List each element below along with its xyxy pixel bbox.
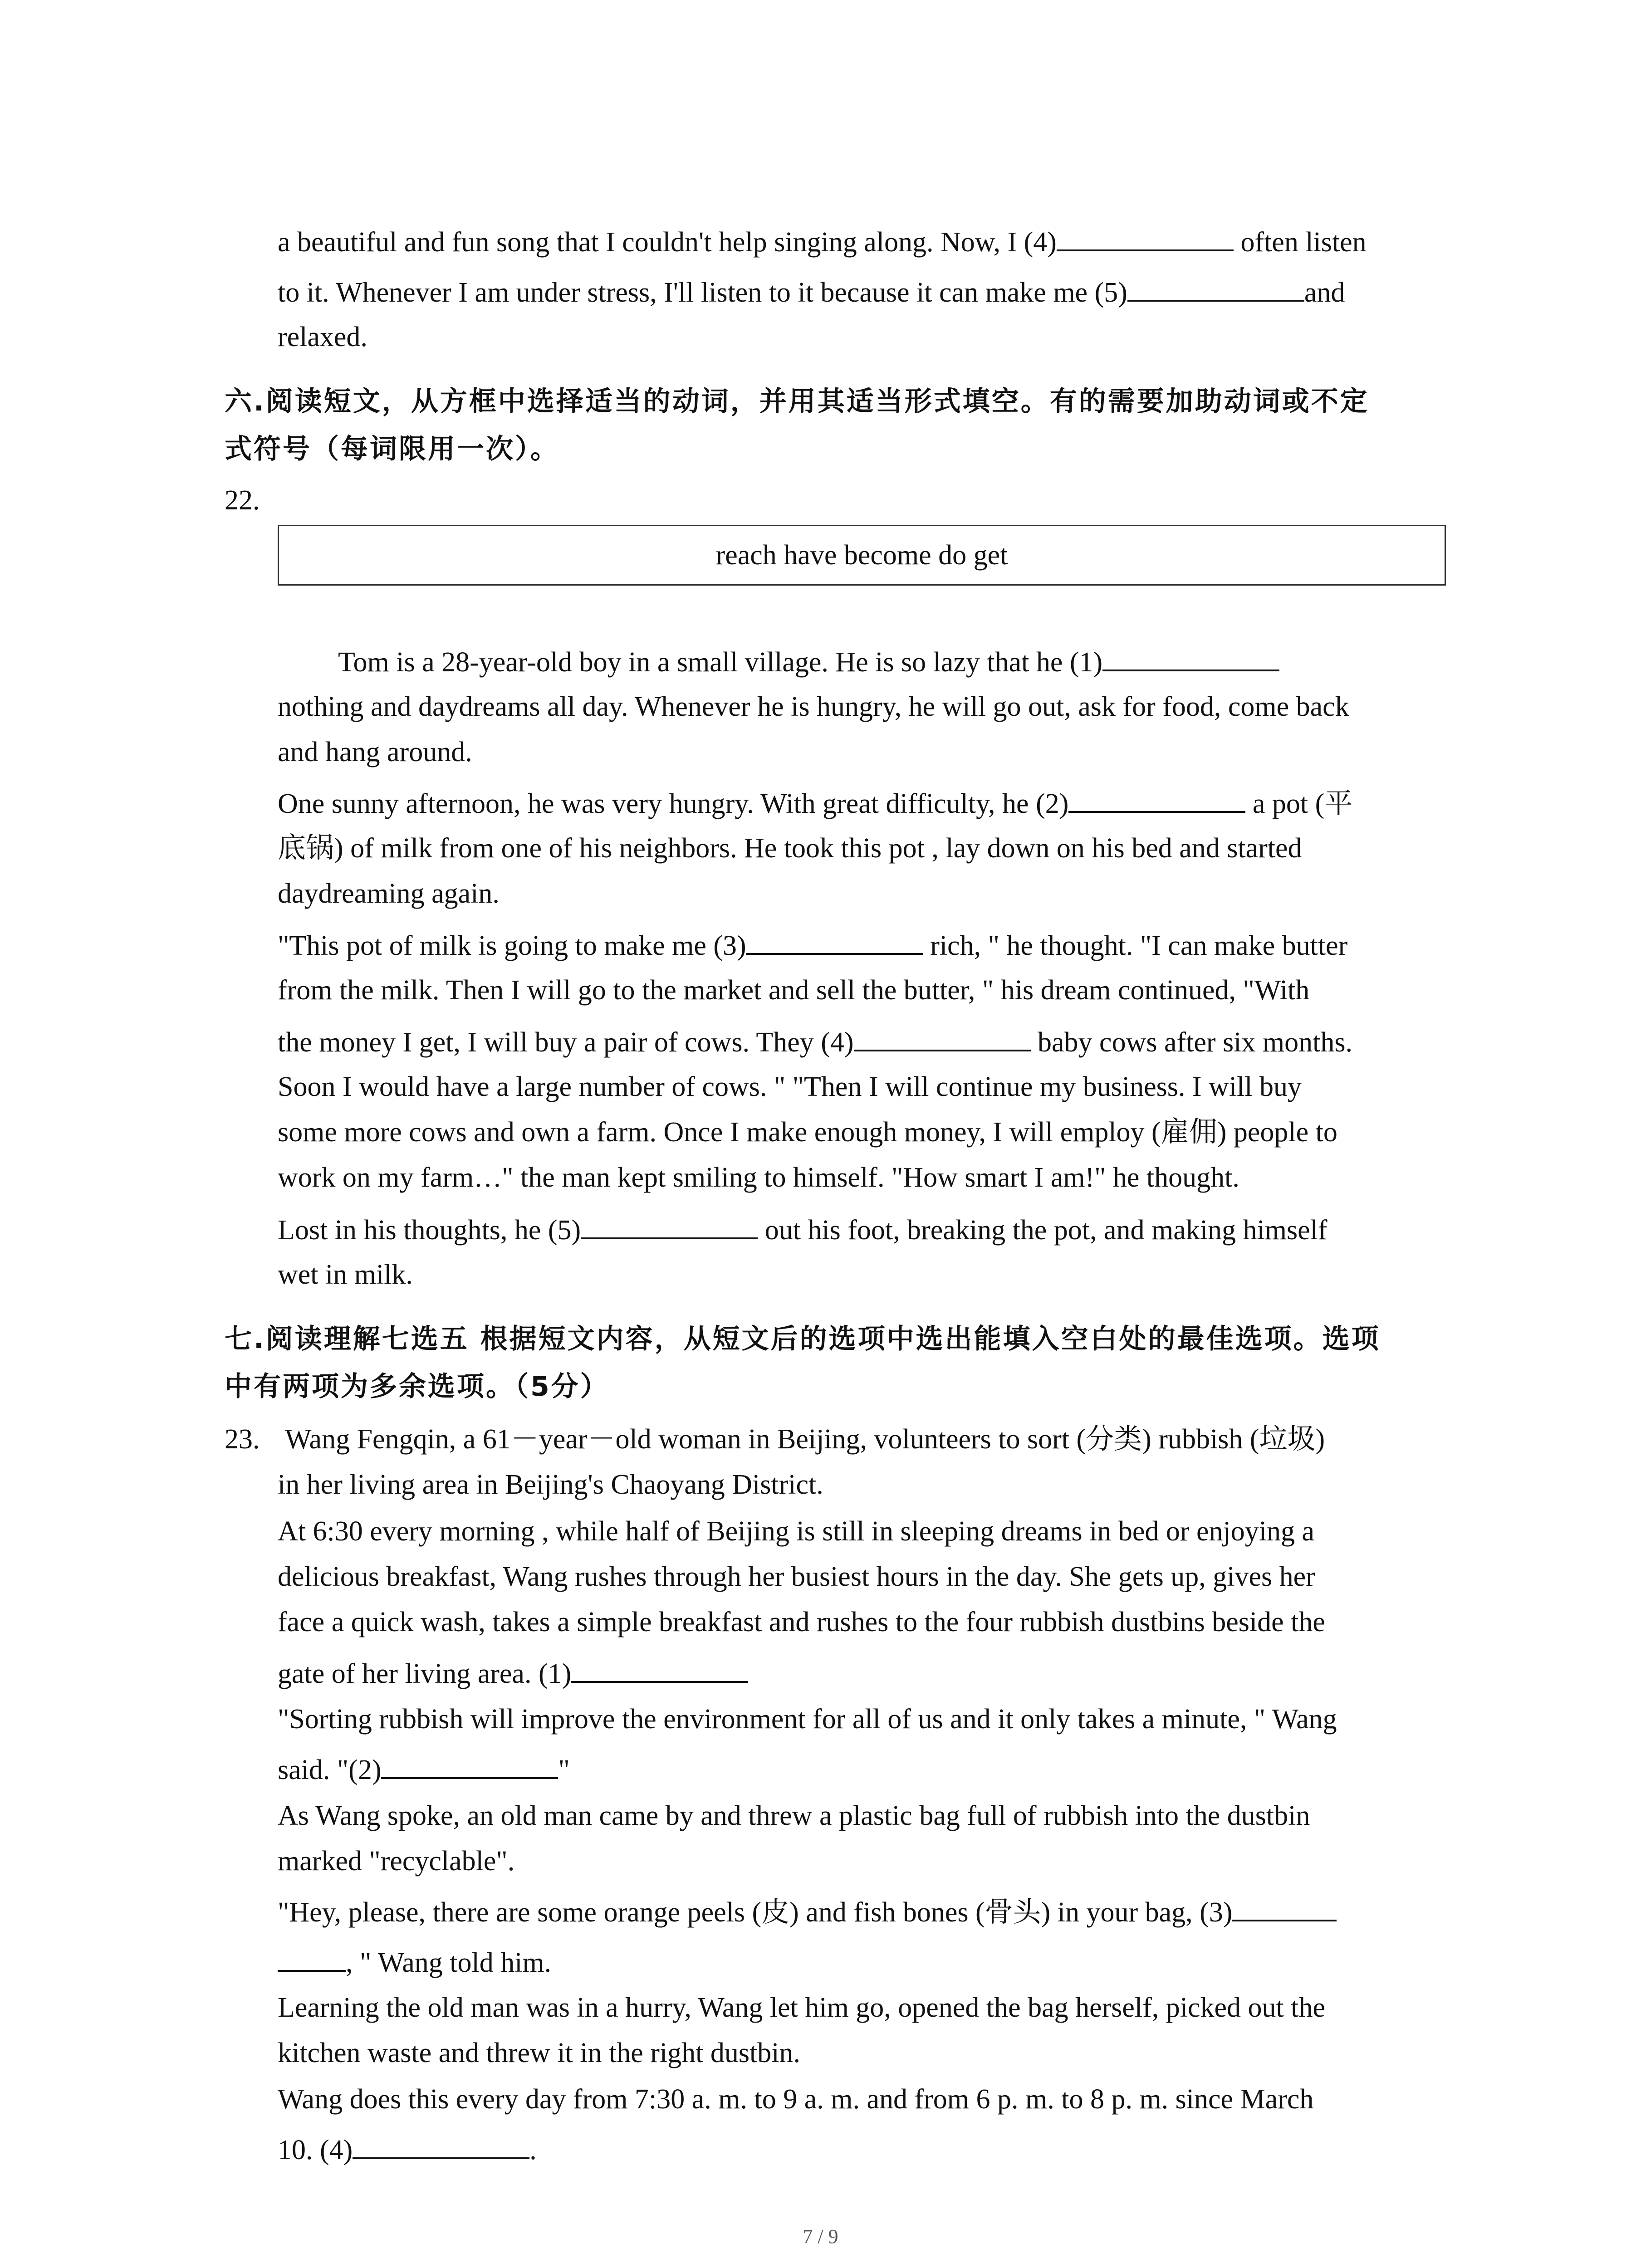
text-line: delicious breakfast, Wang rushes through her busiest hours in the day. She gets up, gives her [278, 1561, 1315, 1592]
text-line: Soon I would have a large number of cows. " "Then I will continue my business. I will buy [278, 1071, 1302, 1102]
answer-blank[interactable] [381, 1751, 558, 1779]
text-line: to it. Whenever I am under stress, I'll listen to it because it can make me (5) and [278, 274, 1345, 311]
text-line: Tom is a 28-year-old boy in a small village. He is so lazy that he (1) [338, 643, 1279, 680]
text-line: nothing and daydreams all day. Whenever he is hungry, he will go out, ask for food, come back [278, 691, 1349, 722]
text-line: As Wang spoke, an old man came by and threw a plastic bag full of rubbish into the dustbin [278, 1800, 1310, 1831]
text-line: "Sorting rubbish will improve the environment for all of us and it only takes a minute, " Wang [278, 1704, 1337, 1735]
text-line: face a quick wash, takes a simple breakfast and rushes to the four rubbish dustbins beside the [278, 1607, 1325, 1637]
answer-blank[interactable] [581, 1211, 758, 1239]
text-line: marked "recyclable". [278, 1846, 515, 1877]
text-line: daydreaming again. [278, 878, 500, 909]
text-line: "This pot of milk is going to make me (3) rich, " he thought. "I can make butter [278, 927, 1347, 964]
text-line: 10. (4) . [278, 2131, 537, 2168]
text-line: relaxed. [278, 322, 367, 352]
word-box-text: reach have become do get [715, 539, 1008, 571]
page-number: 7 / 9 [803, 2225, 838, 2248]
word-box [278, 525, 1446, 586]
section-heading: 中有两项为多余选项。（5分） [225, 1371, 609, 1403]
question-number: 23. [225, 1424, 260, 1455]
text-line: , " Wang told him. [278, 1944, 551, 1981]
section-heading: 六.阅读短文，从方框中选择适当的动词，并用其适当形式填空。有的需要加助动词或不定 [225, 386, 1369, 417]
question-number: 22. [225, 485, 260, 516]
text-line: from the milk. Then I will go to the market and sell the butter, " his dream continued, "With [278, 975, 1310, 1006]
text-line: Learning the old man was in a hurry, Wang let him go, opened the bag herself, picked out the [278, 1992, 1326, 2023]
text-line: wet in milk. [278, 1259, 413, 1290]
answer-blank[interactable] [746, 927, 923, 955]
text-line: Wang Fengqin, a 61－year－old woman in Beijing, volunteers to sort (分类) rubbish (垃圾) [285, 1424, 1325, 1455]
answer-blank-continued[interactable] [278, 1944, 346, 1972]
text-line: and hang around. [278, 737, 472, 767]
text-line: One sunny afternoon, he was very hungry. With great difficulty, he (2) a pot (平 [278, 785, 1352, 822]
section-heading: 式符号（每词限用一次）。 [225, 433, 559, 465]
text-line: 底锅) of milk from one of his neighbors. He took this pot , lay down on his bed and started [278, 833, 1302, 864]
answer-blank[interactable] [1232, 1893, 1337, 1921]
answer-blank[interactable] [1068, 785, 1245, 813]
answer-blank[interactable] [1127, 274, 1304, 302]
text-line: Lost in his thoughts, he (5) out his foot, breaking the pot, and making himself [278, 1211, 1327, 1248]
text-line: gate of her living area. (1) [278, 1655, 748, 1692]
answer-blank[interactable] [1057, 223, 1234, 251]
text-line: the money I get, I will buy a pair of cows. They (4) baby cows after six months. [278, 1023, 1352, 1061]
answer-blank[interactable] [353, 2131, 529, 2159]
text-line: a beautiful and fun song that I couldn't help singing along. Now, I (4) often listen [278, 223, 1367, 260]
text-line: At 6:30 every morning , while half of Beijing is still in sleeping dreams in bed or enjoying a [278, 1516, 1314, 1547]
text-line: "Hey, please, there are some orange peels (皮) and fish bones (骨头) in your bag, (3) [278, 1893, 1337, 1931]
text-line: work on my farm…" the man kept smiling to himself. "How smart I am!" he thought. [278, 1162, 1239, 1193]
text-line: some more cows and own a farm. Once I make enough money, I will employ (雇佣) people to [278, 1117, 1337, 1148]
text-line: kitchen waste and threw it in the right dustbin. [278, 2038, 800, 2068]
text-line: Wang does this every day from 7:30 a. m. to 9 a. m. and from 6 p. m. to 8 p. m. since March [278, 2084, 1314, 2115]
text-line: in her living area in Beijing's Chaoyang District. [278, 1469, 823, 1500]
answer-blank[interactable] [571, 1655, 748, 1683]
answer-blank[interactable] [854, 1023, 1031, 1051]
text-line: said. "(2) " [278, 1751, 570, 1788]
answer-blank[interactable] [1102, 643, 1279, 671]
section-heading: 七.阅读理解七选五 根据短文内容，从短文后的选项中选出能填入空白处的最佳选项。选项 [225, 1323, 1381, 1355]
